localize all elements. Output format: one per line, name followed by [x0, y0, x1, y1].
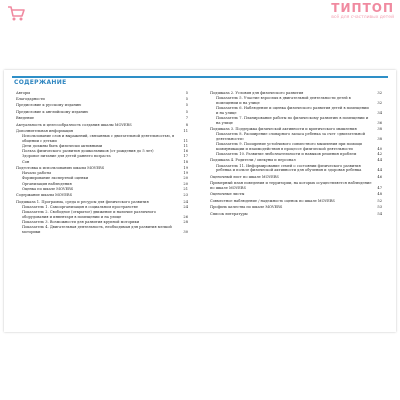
toc-entry-page: 20 — [183, 181, 188, 186]
toc-left-column — [16, 89, 188, 235]
toc-entry-page: 42 — [377, 152, 382, 157]
toc-entry-title: Подготовка к использованию шкалы MOVERS — [16, 166, 105, 171]
toc-entry — [16, 225, 188, 235]
toc-entry — [16, 154, 188, 159]
toc-entry — [210, 142, 382, 152]
toc-entry-title: Примерный план поведения и территории, на которых осуществляется наблюдение по шкале MOVERS — [210, 181, 372, 191]
toc-entry-title: Подшкала 2. Условия для физического развития — [210, 90, 304, 95]
toc-entry-title: Показатель 10. Развитие любознательности и навыков решения проблем — [216, 152, 357, 157]
brand-logo[interactable] — [302, 2, 394, 24]
toc-entry-page: 11 — [183, 138, 188, 143]
toc-entry-title: Начало работы — [22, 171, 52, 176]
toc-entry-title: Подшкала 1. Программа, среда и ресурсы для физического развития — [16, 199, 149, 204]
toc-entry-title: Оценка по шкале MOVERS — [22, 186, 74, 191]
brand-name: ТИПТОП — [331, 1, 394, 15]
toc-entry-title: Показатель 9. Поощрение устойчивого совместного мышления при помощи коммуникации и взаимодействия в процессе физической деятельности — [216, 142, 362, 151]
toc-entry-page: 8 — [185, 122, 188, 127]
toc-entry-title: Показатель 8. Расширение словарного запаса ребенка за счет «двигательной деятельности» — [216, 132, 365, 141]
toc-entry-page: 40 — [377, 146, 382, 151]
toc-entry-title: Показатель 3. Возможности для развития крупной моторики — [22, 219, 140, 224]
toc-entry-page: 19 — [183, 166, 188, 171]
toc-entry — [210, 158, 382, 163]
toc-entry — [16, 166, 188, 171]
toc-entry-title: Показатель 6. Наблюдение и оценка физического развития детей в помещении и на улице — [216, 105, 369, 115]
toc-entry-page: 54 — [377, 211, 382, 216]
toc-entry — [210, 152, 382, 157]
toc-entry-page: 20 — [183, 176, 188, 181]
toc-entry — [210, 199, 382, 204]
toc-entry — [210, 192, 382, 197]
toc-entry — [210, 205, 382, 210]
toc-entry-page: 19 — [183, 171, 188, 176]
toc-entry-page: 26 — [183, 214, 188, 219]
toc-entry-page: 17 — [183, 154, 188, 159]
toc-entry-page: 44 — [377, 158, 382, 163]
toc-entry — [16, 110, 188, 115]
toc-entry-page: 24 — [183, 199, 188, 204]
toc-entry-title: Актуальность и целесообразность создания шкалы MOVERS — [16, 122, 132, 127]
toc-entry — [210, 116, 382, 126]
toc-entry — [210, 106, 382, 116]
toc-entry-title: Показатель 7. Планирование работы по физическому развитию в помещении и на улице — [216, 115, 369, 125]
toc-entry-page: 5 — [185, 103, 188, 108]
toc-entry — [210, 132, 382, 142]
toc-entry-title: Показатель 2. Свободное (открытое) движение и наличие различного оборудования и инвентаря в помещении и на улице — [22, 209, 156, 219]
toc-entry — [16, 220, 188, 225]
toc-entry-title: Использование слов и выражений, связанных с двигательной деятельностью, в общении с детьми — [22, 134, 175, 143]
toc-entry-page: 30 — [183, 229, 188, 234]
toc-entry-page: 5 — [185, 96, 188, 101]
toc-entry-title: Сон — [22, 159, 30, 164]
toc-entry-page: 11 — [183, 128, 188, 133]
header-rule — [12, 76, 388, 78]
toc-entry-page: 38 — [377, 126, 382, 131]
toc-entry-title: Дополнительная информация — [16, 128, 73, 133]
toc-entry-page: 7 — [185, 116, 188, 121]
toc-entry-page: 34 — [377, 110, 382, 115]
toc-entry-title: Оценочные листы — [210, 192, 245, 197]
toc-entry-page: 44 — [377, 168, 382, 173]
toc-entry — [16, 160, 188, 165]
toc-entry-title: Подшкала 4. Родители / опекуны и персонал — [210, 158, 296, 163]
toc-entry — [210, 175, 382, 180]
toc-entry-title: Организация наблюдения — [22, 181, 72, 186]
toc-entry-title: Показатель 11. Информирование семей о состоянии физического развития ребенка и пользе физической активности для обучения и здоровья ребенка — [216, 163, 362, 173]
toc-entry — [16, 205, 188, 210]
toc-entry — [210, 164, 382, 174]
toc-entry-page: 28 — [183, 219, 188, 224]
toc-entry-page: 23 — [183, 193, 188, 198]
toc-entry — [210, 212, 382, 217]
toc-entry-title: Показатель 1. Самоорганизация в социальном пространстве — [22, 204, 138, 209]
brand-tagline: всё для счастливых детей — [331, 15, 394, 20]
toc-entry-title: Профиль качества по шкале MOVERS — [210, 205, 283, 210]
toc-entry-title: Дети должны быть физически активными — [22, 144, 103, 149]
toc-entry — [16, 176, 188, 181]
toc-heading: СОДЕРЖАНИЕ — [14, 79, 67, 86]
toc-entry-page: 32 — [377, 100, 382, 105]
toc-entry-title: Предисловие к русскому изданию — [16, 103, 82, 108]
toc-entry — [16, 103, 188, 108]
toc-entry-title: Благодарности — [16, 96, 45, 101]
toc-right-column — [210, 89, 382, 216]
cart-icon[interactable] — [6, 3, 26, 23]
toc-entry — [16, 171, 188, 176]
toc-entry-title: Показатель 4. Двигательная деятельность, необходимая для развития мелкой моторики — [22, 225, 172, 234]
toc-entry-title: Здоровое питание для детей раннего возраста — [22, 154, 111, 159]
toc-entry — [16, 200, 188, 205]
toc-entry-page: 5 — [185, 109, 188, 114]
toc-entry-page: 24 — [183, 204, 188, 209]
toc-entry-title: Список литературы — [210, 211, 248, 216]
toc-entry-title: Формирование экспертной оценки — [22, 176, 89, 181]
toc-entry — [16, 210, 188, 220]
toc-entry-page: 32 — [377, 90, 382, 95]
toc-entry — [16, 144, 188, 149]
toc-entry-page: 36 — [377, 120, 382, 125]
toc-entry — [16, 149, 188, 154]
toc-entry-page: 21 — [183, 186, 188, 191]
toc-entry-page: 38 — [377, 136, 382, 141]
toc-entry-page: 47 — [377, 186, 382, 191]
toc-entry-page: 52 — [377, 198, 382, 203]
toc-entry-page: 5 — [185, 90, 188, 95]
toc-entry-title: Показатель 5. Участие взрослых в двигательной деятельности детей в помещении и на улице — [216, 95, 351, 105]
toc-entry — [210, 96, 382, 106]
toc-entry-title: Введение — [16, 116, 35, 121]
toc-entry — [210, 91, 382, 96]
toc-entry-page: 53 — [377, 205, 382, 210]
toc-entry — [16, 182, 188, 187]
toc-entry-title: Оценочный лист по шкале MOVERS — [210, 174, 279, 179]
toc-entry-title: Подшкала 3. Поддержка физической активности и критического мышления — [210, 126, 357, 131]
toc-entry — [16, 129, 188, 134]
toc-entry-page: 46 — [377, 174, 382, 179]
toc-entry — [16, 116, 188, 121]
toc-entry — [210, 127, 382, 132]
toc-entry — [210, 181, 382, 191]
header-bar — [0, 0, 400, 26]
book-page — [4, 70, 396, 332]
toc-entry-title: Содержание шкалы MOVERS — [16, 193, 73, 198]
toc-entry-page: 18 — [183, 159, 188, 164]
toc-entry-title: Предисловие к английскому изданию — [16, 109, 89, 114]
toc-entry-page: 11 — [183, 144, 188, 149]
toc-entry — [16, 97, 188, 102]
toc-entry — [16, 187, 188, 192]
toc-entry — [16, 193, 188, 198]
toc-entry — [16, 123, 188, 128]
toc-entry-title: Польза физического развития дошкольников (от рождения до 5 лет) — [22, 149, 154, 154]
toc-entry-title: Авторы — [16, 90, 31, 95]
toc-entry-page: 48 — [377, 192, 382, 197]
toc-entry — [16, 91, 188, 96]
toc-entry-title: Совместное наблюдение / надежность оценок по шкале MOVERS — [210, 198, 335, 203]
toc-entry-page: 16 — [183, 149, 188, 154]
toc-entry — [16, 134, 188, 144]
